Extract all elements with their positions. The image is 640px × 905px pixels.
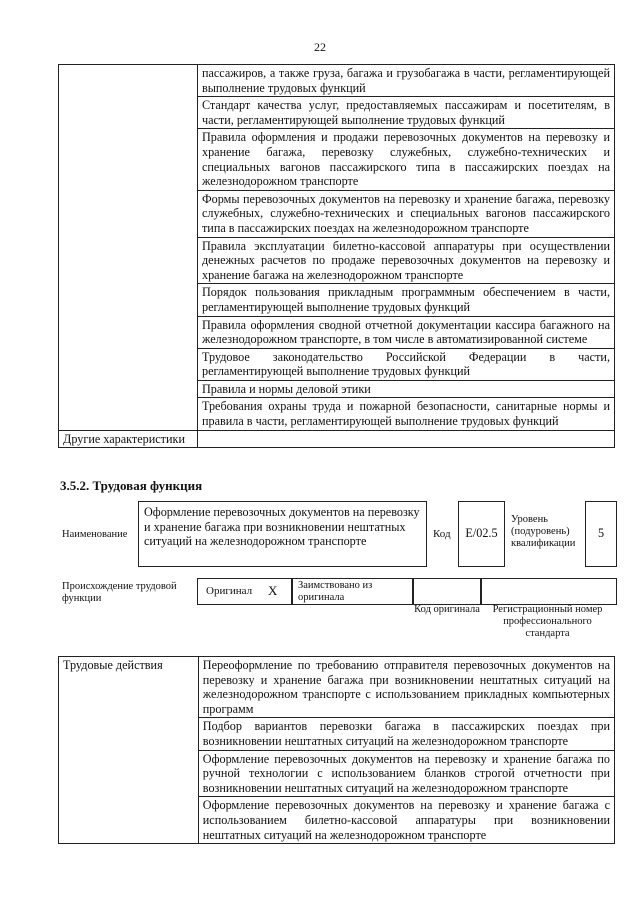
section-heading: 3.5.2. Трудовая функция — [60, 478, 203, 493]
actions-table-body — [59, 657, 615, 844]
knowledge-row — [59, 65, 615, 97]
borrowed-label: Заимствовано из оригинала — [298, 580, 373, 603]
origin-code-box — [412, 578, 482, 605]
origin-reg-box — [480, 578, 617, 605]
knowledge-item: пассажиров, а также груза, багажа и грузобагажа в части, регламентирующей выполнение трудовых функций — [197, 65, 614, 97]
original-label: Оригинал — [206, 585, 253, 597]
action-item: Оформление перевозочных документов на перевозку и хранение багажа по ручной технологии с использованием бланков строгой отчетности при возникновении нештатных ситуаций на железнодорожном транспорте — [198, 750, 614, 797]
knowledge-table — [58, 64, 615, 448]
knowledge-item: Порядок пользования прикладным программным обеспечением в части, регламентирующей выполнение трудовых функций — [197, 284, 614, 316]
actions-table — [58, 656, 615, 844]
knowledge-item: Правила эксплуатации билетно-кассовой аппаратуры при осуществлении денежных расчетов по продаже перевозочных документов на перевозку и хранение багажа на железнодорожном транспорте — [197, 237, 614, 284]
knowledge-item: Правила оформления сводной отчетной документации кассира багажного на железнодорожном транспорте, в том числе в автоматизированной системе — [197, 316, 614, 348]
other-characteristics-label: Другие характеристики — [59, 430, 198, 448]
knowledge-item: Правила и нормы деловой этики — [197, 380, 614, 398]
origin-label: Происхождение трудовой функции — [62, 581, 177, 604]
action-item: Оформление перевозочных документов на перевозку и хранение багажа с использованием билетно-кассовой аппаратуры при возникновении нештатных ситуаций на железнодорожном транспорте — [198, 797, 614, 844]
knowledge-table-body — [59, 65, 615, 448]
other-characteristics-row — [59, 430, 615, 448]
knowledge-item: Трудовое законодательство Российской Федерации в части, регламентирующей выполнение трудовых функций — [197, 348, 614, 380]
code-value: E/02.5 — [465, 526, 498, 540]
origin-borrowed-box — [291, 578, 414, 605]
reg-caption: Регистрационный номер профессионального стандарта — [492, 604, 603, 639]
knowledge-label-cell — [59, 65, 198, 431]
level-value: 5 — [597, 526, 605, 540]
page-number: 22 — [314, 40, 326, 54]
code-label: Код — [433, 528, 451, 540]
knowledge-item: Правила оформления и продажи перевозочных документов на перевозку и хранение багажа, перевозку служебных, служебно-технических и специальных вагонов пассажирского типа в пассажирских поездах на железнодорожном транспорте — [197, 129, 614, 190]
action-row — [59, 657, 615, 718]
knowledge-item: Требования охраны труда и пожарной безопасности, санитарные нормы и правила в части, регламентирующей выполнение трудовых функций — [197, 398, 614, 430]
function-name: Оформление перевозочных документов на перевозку и хранение багажа при возникновении нештатных ситуаций на железнодорожном транспорте — [144, 505, 420, 549]
other-characteristics-value — [197, 430, 614, 448]
level-value-box — [585, 501, 617, 567]
name-label: Наименование — [62, 529, 128, 540]
actions-label: Трудовые действия — [59, 657, 199, 844]
action-item: Переоформление по требованию отправителя перевозочных документов на перевозку и хранение багажа при возникновении нештатных ситуаций на железнодорожном транспорте с использованием прикладных компьютерных программ — [198, 657, 614, 718]
name-value-box — [138, 501, 427, 567]
code-caption: Код оригинала — [414, 604, 480, 615]
knowledge-item: Стандарт качества услуг, предоставляемых пассажирам и посетителям, в части, регламентирующей выполнение трудовых функций — [197, 97, 614, 129]
origin-original-box — [197, 578, 293, 605]
code-value-box — [458, 501, 505, 567]
level-label: Уровень (подуровень) квалификации — [511, 514, 576, 549]
original-mark: X — [268, 583, 278, 598]
knowledge-item: Формы перевозочных документов на перевозку и хранение багажа, перевозку служебных, служебно-технических и специальных вагонов пассажирского типа в пассажирских поездах на железнодорожном транспорте — [197, 190, 614, 237]
action-item: Подбор вариантов перевозки багажа в пассажирских поездах при возникновении нештатных ситуаций на железнодорожном транспорте — [198, 718, 614, 750]
